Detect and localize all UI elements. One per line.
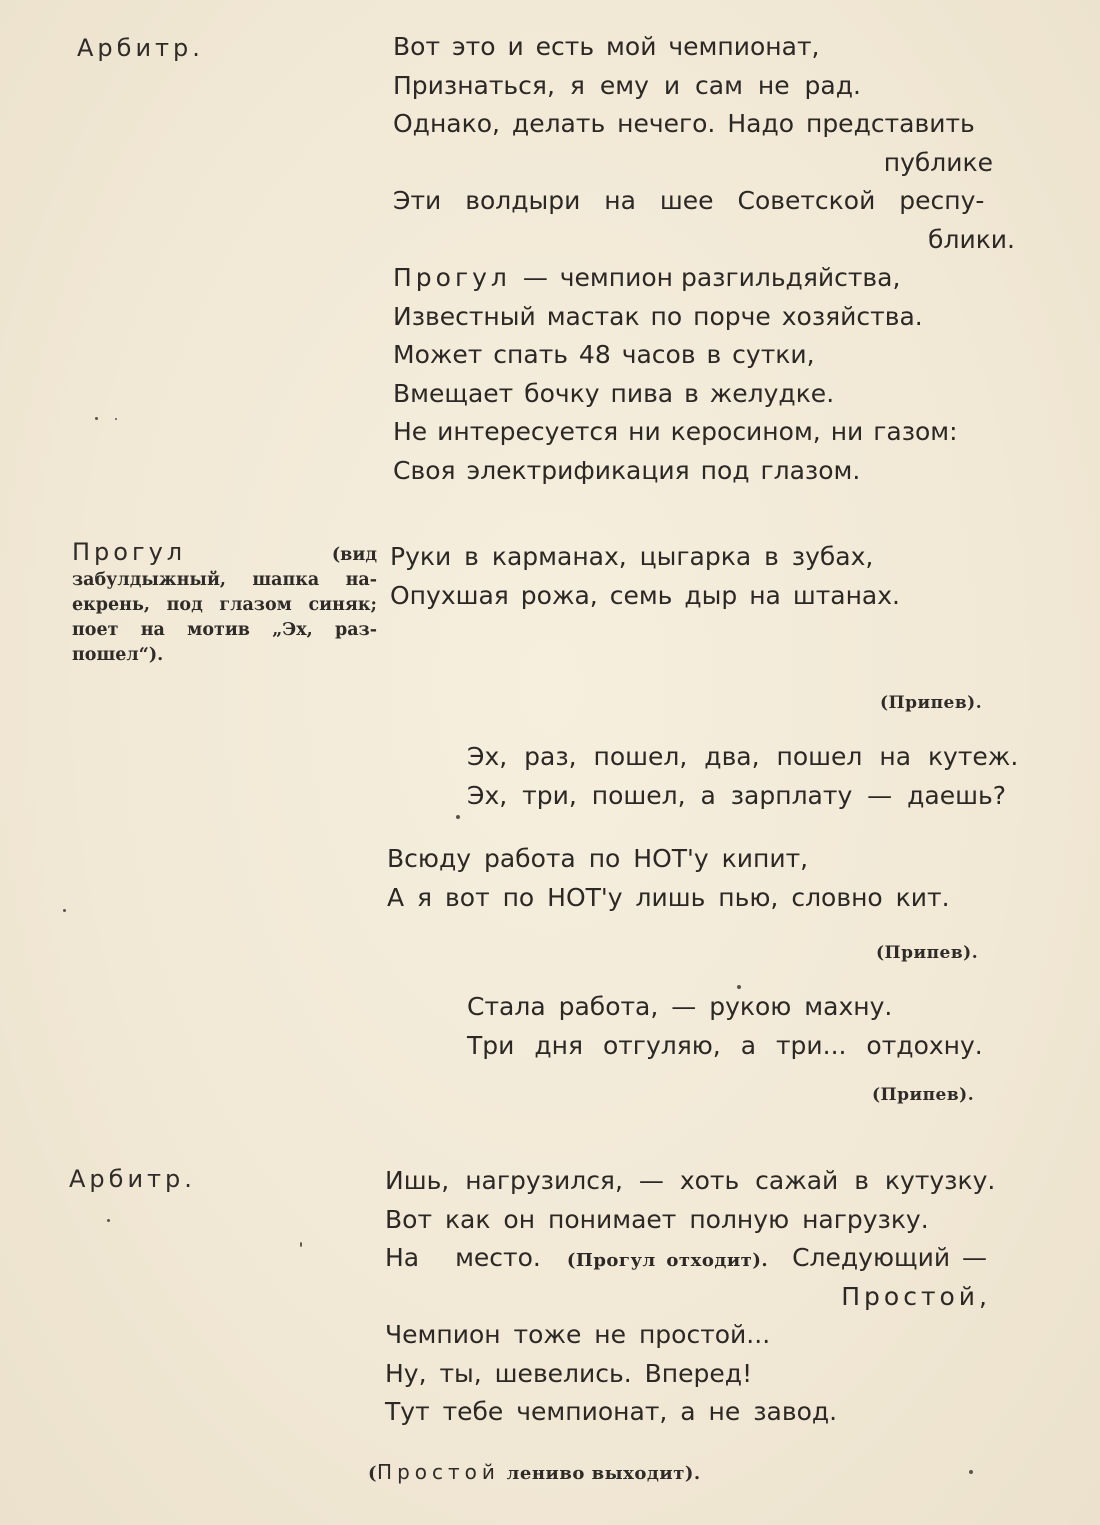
verse-line: Опухшая рожа, семь дыр на штанах.: [390, 580, 900, 610]
verse-line: Вот как он понимает полную нагрузку.: [385, 1204, 929, 1234]
verse-line: Три дня отгуляю, а три... отдохну.: [467, 1030, 983, 1060]
paper-speck: [969, 1470, 973, 1474]
verse-block-progul-3: [467, 988, 1037, 1065]
verse-line: Своя электрификация под глазом.: [393, 455, 861, 485]
stage-direction-progul: [72, 540, 377, 668]
verse-line: Эти волдыри на шее Советской респу-: [393, 186, 985, 215]
verse-line: Может спать 48 часов в сутки,: [393, 340, 815, 369]
closing-direction-text: лениво выходит).: [506, 1463, 701, 1484]
closing-stage-direction: [368, 1460, 701, 1484]
verse-line-text: чемпион разгильдяйства,: [559, 263, 901, 292]
verse-line: [385, 1239, 1035, 1278]
verse-line: Тут тебе чемпионат, а не завод.: [385, 1397, 838, 1426]
verse-line: Руки в карманах, цыгарка в зубах,: [390, 542, 874, 571]
character-name-prostoy: Простой: [377, 1460, 500, 1484]
refrain-label-3: (Припев).: [872, 1085, 975, 1105]
verse-line: А я вот по НОТ'у лишь пью, словно кит.: [387, 882, 950, 912]
verse-line: Вот это и есть мой чемпионат,: [393, 32, 820, 61]
verse-line: Признаться, я ему и сам не рад.: [393, 70, 861, 100]
paper-speck: [300, 1242, 302, 1247]
speaker-arbiter-2: Арбитр.: [69, 1165, 196, 1193]
inline-character-name: Прогул —: [393, 263, 552, 292]
paper-speck: [115, 418, 117, 420]
verse-line-continuation: публике: [883, 147, 993, 177]
refrain-block: [467, 738, 1047, 815]
verse-line: Однако, делать нечего. Надо представить: [393, 109, 975, 138]
verse-line-continuation: [385, 1278, 1035, 1317]
verse-block-arbiter-2: [385, 1162, 1035, 1432]
inline-stage-direction: (Прогул отходит).: [566, 1250, 769, 1271]
paper-speck: [737, 985, 741, 989]
verse-line-continuation: блики.: [928, 224, 1015, 254]
verse-line: Стала работа, — рукою махну.: [467, 992, 893, 1021]
verse-line: Вмещает бочку пива в желудке.: [393, 378, 835, 408]
verse-block-arbiter-1: [393, 28, 1033, 490]
verse-line: [393, 259, 1033, 298]
paper-speck: [95, 417, 98, 420]
refrain-label-1: (Припев).: [880, 693, 983, 713]
paren-open: (: [368, 1463, 378, 1484]
verse-line: Чемпион тоже не простой...: [385, 1320, 771, 1349]
verse-block-progul-2: [387, 840, 1037, 917]
refrain-line: Эх, три, пошел, а зарплату — даешь?: [467, 780, 1006, 810]
verse-line-text: На место.: [385, 1243, 541, 1272]
paper-speck: [63, 909, 66, 912]
refrain-label-2: (Припев).: [876, 943, 979, 963]
paper-speck: [456, 815, 460, 819]
verse-line: Известный мастак по порче хозяйства.: [393, 301, 923, 331]
verse-line-text: Следующий —: [792, 1243, 988, 1272]
verse-block-progul-1: [390, 538, 1010, 615]
verse-line: Всюду работа по НОТ'у кипит,: [387, 844, 809, 873]
verse-line: Не интересуется ни керосином, ни газом:: [393, 417, 958, 446]
verse-line: Ну, ты, шевелись. Вперед!: [385, 1358, 753, 1388]
paper-speck: [107, 1219, 110, 1222]
inline-character-name: Простой,: [841, 1281, 991, 1311]
verse-line: Ишь, нагрузился, — хоть сажай в кутузку.: [385, 1166, 996, 1195]
refrain-line: Эх, раз, пошел, два, пошел на кутеж.: [467, 742, 1019, 771]
character-name-progul: Прогул: [72, 538, 187, 566]
speaker-arbiter-1: Арбитр.: [77, 34, 204, 62]
stage-direction-text: (вид забулдыжный, шапка на-екрень, под глазом синяк; поет на мотив „Эх, раз-пошел“).: [72, 545, 377, 665]
